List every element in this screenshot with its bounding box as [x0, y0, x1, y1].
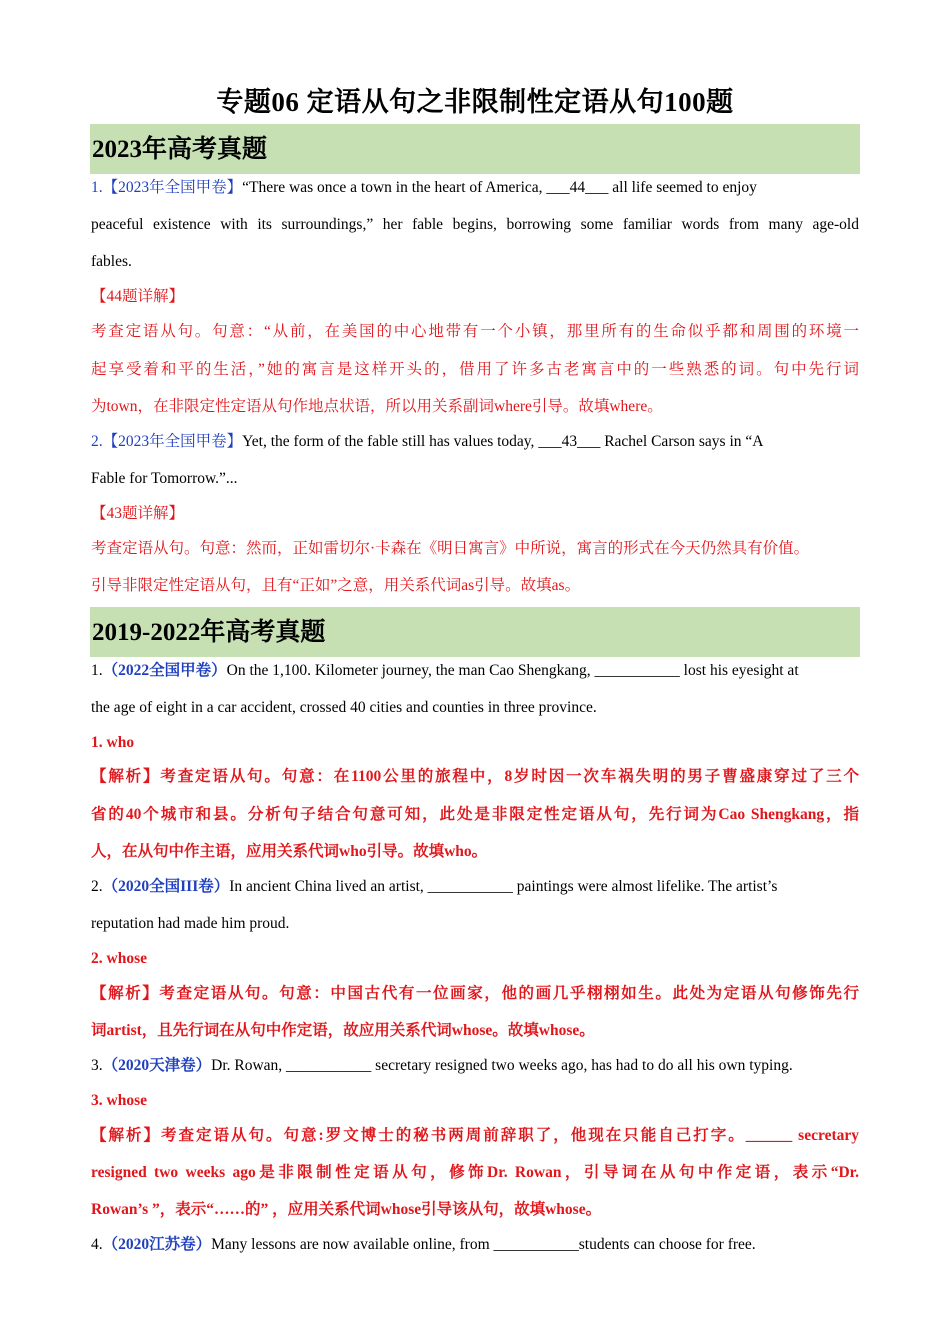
- question-text: On the 1,100. Kilometer journey, the man Cao Shengkang, ___________ lost his eyesight at: [226, 662, 799, 679]
- question-source: （2022全国甲卷）: [102, 662, 227, 679]
- explanation-line: 【解析】考查定语从句。句意：在1100公里的旅程中，8岁时因一次车祸失明的男子曹盛康穿过了三个: [91, 768, 859, 785]
- explanation-line: Rowan’s ”，表示“……的” ，应用关系代词whose引导该从句，故填whose。: [91, 1201, 602, 1218]
- question-number: 1.: [91, 179, 103, 196]
- question-number: 1.: [91, 662, 103, 679]
- question-number: 2.: [91, 433, 103, 450]
- question-text: Yet, the form of the fable still has values today,: [242, 433, 539, 450]
- explanation-line: 起享受着和平的生活，”她的寓言是这样开头的，借用了许多古老寓言中的一些熟悉的词。句中先行词: [91, 361, 859, 378]
- explanation-line: 【解析】考查定语从句。句意：中国古代有一位画家，他的画几乎栩栩如生。此处为定语从句修饰先行: [91, 985, 859, 1002]
- explanation-line: 词artist，且先行词在从句中作定语，故应用关系代词whose。故填whose。: [91, 1022, 595, 1039]
- answer-label: 3. whose: [91, 1092, 147, 1109]
- answer-label: 2. whose: [91, 950, 147, 967]
- question-number: 4.: [91, 1236, 103, 1253]
- question-2023-2-line2: Fable for Tomorrow.”...: [91, 470, 238, 487]
- explanation-line: resigned two weeks ago是非限制性定语从句，修饰Dr. Rowan，引导词在从句中作定语，表示“Dr.: [91, 1164, 859, 1181]
- question-2020-2-line2: reputation had made him proud.: [91, 915, 290, 932]
- question-number: 2.: [91, 878, 103, 895]
- question-text: Many lessons are now available online, from ___________students can choose for free.: [211, 1236, 756, 1253]
- question-source: （2020全国III卷）: [102, 878, 230, 895]
- question-text: Rachel Carson says in “A: [600, 433, 764, 450]
- question-text: “There was once a town in the heart of America,: [242, 179, 547, 196]
- explanation-line: 省的40个城市和县。分析句子结合句意可知，此处是非限定性定语从句，先行词为Cao Shengkang，指: [91, 806, 859, 823]
- page-title: 专题06 定语从句之非限制性定语从句100题: [216, 87, 734, 117]
- question-2023-1-line3: fables.: [91, 253, 132, 270]
- explanation-line: 考查定语从句。句意：“从前，在美国的中心地带有一个小镇，那里所有的生命似乎都和周围的环境一: [91, 323, 859, 340]
- question-text: Dr. Rowan, ___________ secretary resigned two weeks ago, has had to do all his own typing.: [211, 1057, 793, 1074]
- question-source: （2020天津卷）: [102, 1057, 212, 1074]
- question-number: 3.: [91, 1057, 103, 1074]
- explanation-line: 为town，在非限定性定语从句作地点状语，所以用关系副词where引导。故填where。: [91, 398, 663, 415]
- question-source: 【2023年全国甲卷】: [102, 179, 243, 196]
- question-2022-1-line2: the age of eight in a car accident, crossed 40 cities and counties in three province.: [91, 699, 597, 716]
- question-text: In ancient China lived an artist, ___________ paintings were almost lifelike. The artist’s: [229, 878, 778, 895]
- question-source: （2020江苏卷）: [102, 1236, 212, 1253]
- explanation-title: 【44题详解】: [91, 288, 185, 305]
- question-2020-3-line1: [91, 1056, 793, 1076]
- explanation-line: 人，在从句中作主语，应用关系代词who引导。故填who。: [91, 843, 488, 860]
- question-2023-2-line1: [91, 432, 763, 452]
- explanation-title: 【43题详解】: [91, 505, 185, 522]
- answer-blank: ___44___: [546, 179, 609, 196]
- answer-label: 1. who: [91, 734, 135, 751]
- question-2020-2-line1: [91, 877, 777, 897]
- section-heading-2023: 2023年高考真题: [90, 124, 860, 174]
- explanation-line: 考查定语从句。句意：然而，正如雷切尔·卡森在《明日寓言》中所说，寓言的形式在今天仍然具有价值。: [91, 540, 810, 557]
- question-2023-1-line1: [91, 178, 757, 198]
- question-2020-4-line1: [91, 1235, 756, 1255]
- answer-blank: ___43___: [538, 433, 601, 450]
- explanation-line: 【解析】考查定语从句。句意:罗文博士的秘书两周前辞职了，他现在只能自己打字。______ secretary: [91, 1127, 859, 1144]
- question-text: all life seemed to enjoy: [608, 179, 757, 196]
- question-2022-1-line1: [91, 661, 799, 681]
- question-2023-1-line2: peaceful existence with its surroundings,” her fable begins, borrowing some familiar words from many age-old: [91, 216, 859, 233]
- explanation-line: 引导非限定性定语从句，且有“正如”之意，用关系代词as引导。故填as。: [91, 577, 581, 594]
- section-heading-2019-2022: 2019-2022年高考真题: [90, 607, 860, 657]
- question-source: 【2023年全国甲卷】: [102, 433, 243, 450]
